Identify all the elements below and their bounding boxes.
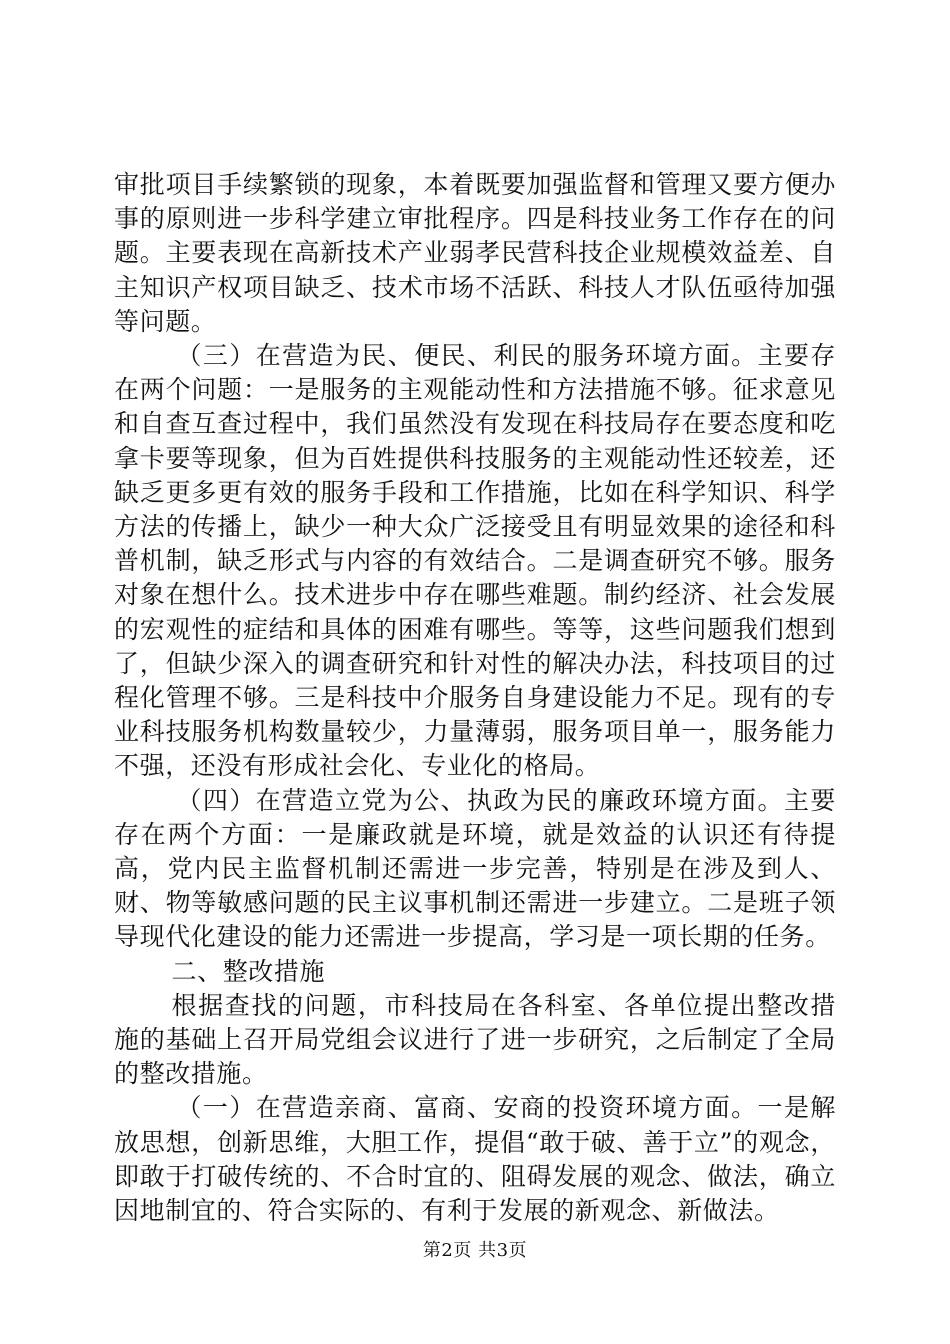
paragraph-section-3: （三）在营造为民、便民、利民的服务环境方面。主要存在两个问题：一是服务的主观能动性和方法措施不够。征求意见和自查互查过程中，我们虽然没有发现在科技局存在要态度和吃拿卡要等现象，但为百姓提供科技服务的主观能动性还较差，还缺乏更多更有效的服务手段和工作措施，比如在科学知识、科学方法的传播上，缺少一种大众广泛接受且有明显效果的途径和科普机制，缺乏形式与内容的有效结合。二是调查研究不够。服务对象在想什么。技术进步中存在哪些难题。制约经济、社会发展的宏观性的症结和具体的困难有哪些。等等，这些问题我们想到了，但缺少深入的调查研究和针对性的解决办法，科技项目的过程化管理不够。三是科技中介服务自身建设能力不足。现有的专业科技服务机构数量较少，力量薄弱，服务项目单一，服务能力不强，还没有形成社会化、专业化的格局。 xyxy=(114,341,836,781)
page-number-footer: 第2页 共3页 xyxy=(422,1240,528,1261)
section-heading-rectification: 二、整改措施 xyxy=(171,956,326,986)
paragraph-section-4: （四）在营造立党为公、执政为民的廉政环境方面。主要存在两个方面：一是廉政就是环境，就是效益的认识还有待提高，党内民主监督机制还需进一步完善，特别是在涉及到人、财、物等敏感问题的民主议事机制还需进一步建立。二是班子领导现代化建设的能力还需进一步提高，学习是一项长期的任务。 xyxy=(114,785,836,952)
paragraph-rectification-intro: 根据查找的问题，市科技局在各科室、各单位提出整改措施的基础上召开局党组会议进行了进一步研究，之后制定了全局的整改措施。 xyxy=(114,990,836,1089)
paragraph-continuation: 审批项目手续繁锁的现象，本着既要加强监督和管理又要方便办事的原则进一步科学建立审批程序。四是科技业务工作存在的问题。主要表现在高新技术产业弱孝民营科技企业规模效益差、自主知识产权项目缺乏、技术市场不活跃、科技人才队伍亟待加强等问题。 xyxy=(114,170,836,336)
paragraph-measure-1: （一）在营造亲商、富商、安商的投资环境方面。一是解放思想，创新思维，大胆工作，提倡“敢于破、善于立”的观念，即敢于打破传统的、不合时宜的、阻碍发展的观念、做法，确立因地制宜的、符合实际的、有利于发展的新观念、新做法。 xyxy=(114,1093,836,1226)
document-body xyxy=(114,168,836,1228)
